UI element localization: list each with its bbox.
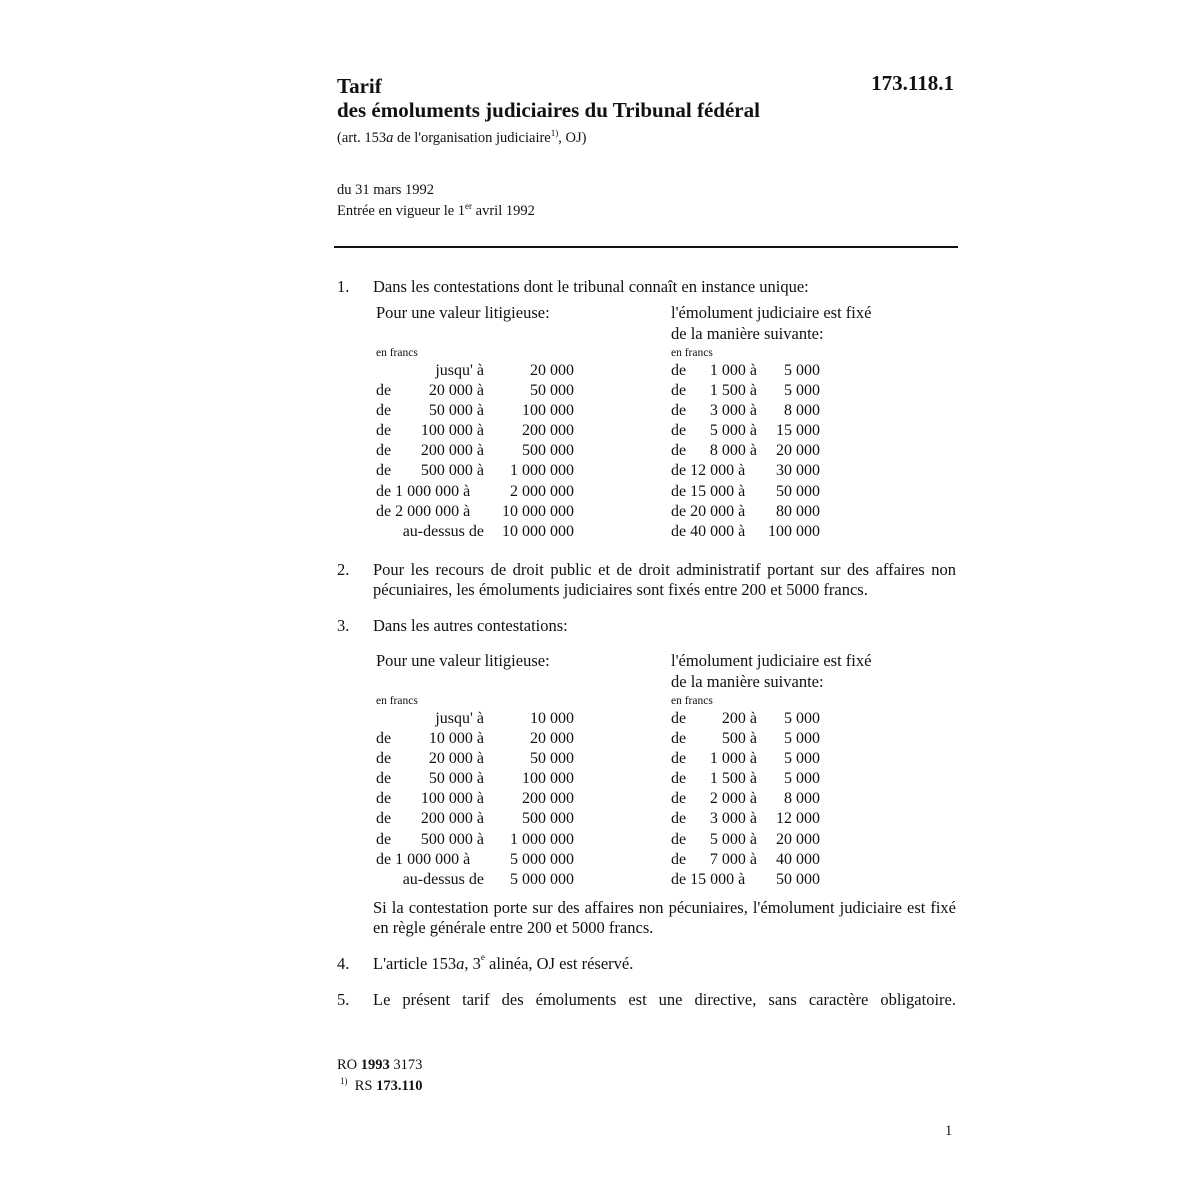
table-row xyxy=(0,709,1200,729)
section-3-unit-right: en francs xyxy=(671,695,713,707)
fee-to: 5 000 xyxy=(784,710,820,727)
title-line-2: des émoluments judiciaires du Tribunal fédéral xyxy=(337,98,760,122)
range-to: 500 000 xyxy=(522,810,574,828)
section-3-left-heading: Pour une valeur litigieuse: xyxy=(376,651,550,670)
fee-from: 5 000 à xyxy=(709,830,757,848)
date-line: du 31 mars 1992 xyxy=(337,182,435,198)
table-row xyxy=(0,522,1200,542)
fee-to: 15 000 xyxy=(776,422,820,440)
fee-from: 8 000 à xyxy=(709,442,757,460)
range-to: 1 000 000 xyxy=(510,830,574,848)
fee-to: 50 000 xyxy=(776,482,820,500)
range-to: 50 000 xyxy=(530,382,574,400)
section-1-right-heading-2: de la manière suivante: xyxy=(671,324,824,343)
fee-to: 50 000 xyxy=(776,870,820,888)
fee-to: 8 000 xyxy=(784,790,820,808)
range-from: 200 000 à xyxy=(420,810,484,828)
range-prefix: de xyxy=(376,810,392,828)
range-from: 500 000 à xyxy=(420,462,484,480)
fee-from: 3 000 à xyxy=(709,810,757,828)
fee-from: 5 000 à xyxy=(709,422,757,440)
fee-prefix: de xyxy=(671,730,687,748)
table-row xyxy=(0,809,1200,829)
table-row xyxy=(0,850,1200,870)
fee-to: 20 000 xyxy=(776,442,820,460)
range-from: 50 000 à xyxy=(428,402,484,420)
fee-from: 1 000 à xyxy=(709,750,757,768)
range-from: jusqu' à xyxy=(435,362,484,379)
range-from: 10 000 à xyxy=(428,730,484,748)
range-to: 10 000 xyxy=(530,710,574,727)
table-row xyxy=(0,361,1200,381)
range-from: 200 000 à xyxy=(420,442,484,460)
range-to: 10 000 000 xyxy=(502,522,574,540)
fee-from: 3 000 à xyxy=(709,402,757,420)
section-1-text: Dans les contestations dont le tribunal connaît en instance unique: xyxy=(373,277,809,296)
fee-prefix: de xyxy=(671,850,687,868)
range-prefix: de xyxy=(376,462,392,480)
range-from: 100 000 à xyxy=(420,422,484,440)
section-3-right-heading-1: l'émolument judiciaire est fixé xyxy=(671,651,872,670)
range-prefix: de xyxy=(376,442,392,460)
fee-to: 5 000 xyxy=(784,750,820,768)
range-from: 20 000 à xyxy=(428,382,484,400)
section-4-text: L'article 153a, 3e alinéa, OJ est réservé. xyxy=(373,952,634,973)
fee-prefix: de xyxy=(671,710,687,727)
range-to: 100 000 xyxy=(522,402,574,420)
fee-prefix: de xyxy=(671,442,687,460)
table-row xyxy=(0,381,1200,401)
range-from: 50 000 à xyxy=(428,770,484,788)
fee-to: 5 000 xyxy=(784,730,820,748)
section-5-text: Le présent tarif des émoluments est une directive, sans caractère obligatoire. xyxy=(373,990,956,1009)
range-from: 100 000 à xyxy=(420,790,484,808)
section-3-unit-left: en francs xyxy=(376,695,418,707)
range-to: 2 000 000 xyxy=(510,482,574,500)
range-prefix: de xyxy=(376,422,392,440)
fee-from: 2 000 à xyxy=(709,790,757,808)
fee-prefix: de xyxy=(671,810,687,828)
range-to: 5 000 000 xyxy=(510,870,574,888)
fee-from: 500 à xyxy=(721,730,757,748)
range-to: 200 000 xyxy=(522,422,574,440)
range-prefix: de xyxy=(376,402,392,420)
fee-prefix: de xyxy=(671,770,687,788)
ro-reference: RO 1993 3173 xyxy=(337,1057,423,1073)
fee-prefix: de 15 000 à xyxy=(671,870,746,888)
section-1-number: 1. xyxy=(337,277,350,296)
range-from: 20 000 à xyxy=(428,750,484,768)
fee-to: 30 000 xyxy=(776,462,820,480)
range-to: 100 000 xyxy=(522,770,574,788)
fee-from: 7 000 à xyxy=(709,850,757,868)
range-prefix: de 1 000 000 à xyxy=(376,850,471,868)
fee-prefix: de 40 000 à xyxy=(671,522,746,540)
range-prefix: de xyxy=(376,770,392,788)
fee-from: 200 à xyxy=(721,710,757,727)
range-prefix: de xyxy=(376,730,392,748)
fee-prefix: de 12 000 à xyxy=(671,462,746,480)
range-to: 20 000 xyxy=(530,730,574,748)
section-3-number: 3. xyxy=(337,616,350,635)
section-3-text: Dans les autres contestations: xyxy=(373,616,568,635)
section-3-note: Si la contestation porte sur des affaires non pécuniaires, l'émolument judiciaire est fixé en règle générale entre 200 et 5000 francs. xyxy=(373,898,956,937)
range-prefix: de xyxy=(376,790,392,808)
section-3-fee-table xyxy=(0,709,1200,890)
fee-to: 5 000 xyxy=(784,770,820,788)
range-from: jusqu' à xyxy=(435,710,484,727)
table-row xyxy=(0,870,1200,890)
footnote: $^{1)}$ RS 173.110 xyxy=(340,1076,423,1094)
fee-to: 12 000 xyxy=(776,810,820,828)
range-to: 10 000 000 xyxy=(502,502,574,520)
range-to: 500 000 xyxy=(522,442,574,460)
document-number: 173.118.1 xyxy=(871,71,954,95)
fee-to: 40 000 xyxy=(776,850,820,868)
range-to: 20 000 xyxy=(530,362,574,379)
fee-to: 5 000 xyxy=(784,362,820,379)
fee-prefix: de xyxy=(671,750,687,768)
fee-prefix: de xyxy=(671,830,687,848)
range-prefix: de 1 000 000 à xyxy=(376,482,471,500)
table-row xyxy=(0,482,1200,502)
range-to: 1 000 000 xyxy=(510,462,574,480)
fee-prefix: de xyxy=(671,402,687,420)
subtitle: (art. 153a de l'organisation judiciaire$^{1)}$, OJ) xyxy=(337,128,587,146)
fee-prefix: de xyxy=(671,382,687,400)
section-1-fee-table xyxy=(0,361,1200,542)
section-2-number: 2. xyxy=(337,560,350,579)
section-1-right-heading-1: l'émolument judiciaire est fixé xyxy=(671,303,872,322)
fee-prefix: de 15 000 à xyxy=(671,482,746,500)
section-5-number: 5. xyxy=(337,990,350,1009)
section-3-right-heading-2: de la manière suivante: xyxy=(671,672,824,691)
table-row xyxy=(0,830,1200,850)
fee-from: 1 500 à xyxy=(709,770,757,788)
fee-from: 1 000 à xyxy=(709,362,757,379)
fee-to: 20 000 xyxy=(776,830,820,848)
entry-into-force: Entrée en vigueur le 1er avril 1992 xyxy=(337,201,535,219)
fee-prefix: de xyxy=(671,362,687,379)
table-row xyxy=(0,502,1200,522)
table-row xyxy=(0,461,1200,481)
range-prefix: de xyxy=(376,750,392,768)
section-1-unit-right: en francs xyxy=(671,347,713,359)
table-row xyxy=(0,749,1200,769)
page-number: 1 xyxy=(945,1123,953,1139)
range-prefix: de xyxy=(376,382,392,400)
range-to: 5 000 000 xyxy=(510,850,574,868)
fee-prefix: de xyxy=(671,790,687,808)
table-row xyxy=(0,789,1200,809)
table-row xyxy=(0,421,1200,441)
table-row xyxy=(0,401,1200,421)
table-row xyxy=(0,769,1200,789)
range-to: 200 000 xyxy=(522,790,574,808)
fee-from: 1 500 à xyxy=(709,382,757,400)
table-row xyxy=(0,441,1200,461)
range-from: au-dessus de xyxy=(402,522,484,540)
range-prefix: de xyxy=(376,830,392,848)
section-1-unit-left: en francs xyxy=(376,347,418,359)
fee-prefix: de xyxy=(671,422,687,440)
table-row xyxy=(0,729,1200,749)
range-to: 50 000 xyxy=(530,750,574,768)
fee-to: 5 000 xyxy=(784,382,820,400)
section-2-text: Pour les recours de droit public et de droit administratif portant sur des affaires non pécuniaires, les émoluments judiciaires sont fixés entre 200 et 5000 francs. xyxy=(373,560,956,599)
range-from: au-dessus de xyxy=(402,870,484,888)
footnote-ref: 1) xyxy=(550,128,559,138)
title-line-1: Tarif xyxy=(337,74,382,98)
range-prefix: de 2 000 000 à xyxy=(376,502,471,520)
header-divider xyxy=(334,246,958,248)
section-4-number: 4. xyxy=(337,954,350,973)
fee-to: 8 000 xyxy=(784,402,820,420)
fee-prefix: de 20 000 à xyxy=(671,502,746,520)
range-from: 500 000 à xyxy=(420,830,484,848)
section-1-left-heading: Pour une valeur litigieuse: xyxy=(376,303,550,322)
fee-to: 100 000 xyxy=(768,522,820,540)
fee-to: 80 000 xyxy=(776,502,820,520)
